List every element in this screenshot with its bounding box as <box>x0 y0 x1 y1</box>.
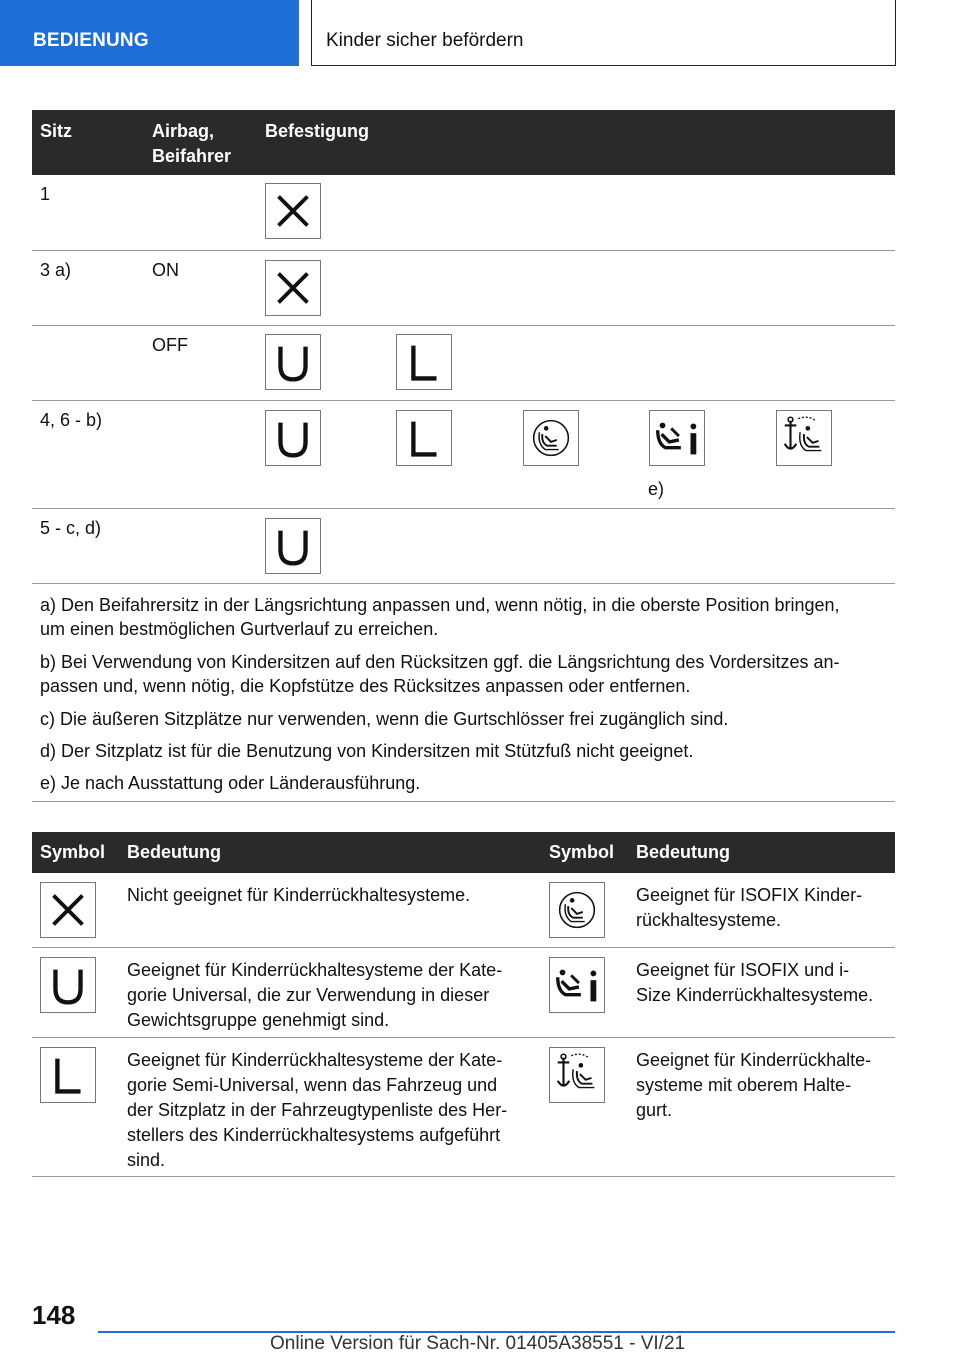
header-airbag: Airbag, Beifahrer <box>152 121 232 166</box>
seat-cell: 4, 6 - b) <box>40 410 103 430</box>
table-header <box>32 110 895 175</box>
table-footnotes <box>32 584 895 802</box>
meaning-text: Geeignet für Kinderrückhalte- systeme mit oberem Halte- gurt. <box>636 1050 872 1120</box>
u-letter-icon <box>265 334 321 390</box>
l-letter-icon <box>396 334 452 390</box>
meaning-text: Geeignet für Kinderrückhaltesysteme der Kate- gorie Semi-Universal, wenn das Fahrzeug und der Sitzplatz in der Fahrzeugtypenliste des Her- stellers des Kinderrückhaltesystems aufgeführt sind. <box>127 1050 508 1170</box>
table-row <box>32 326 895 401</box>
seat-cell: 1 <box>40 184 51 204</box>
footnote-line: b) Bei Verwendung von Kindersitzen auf den Rücksitzen ggf. die Längsrichtung des Vordersitzes an- <box>40 652 840 672</box>
cross-icon <box>40 882 96 938</box>
l-letter-icon <box>396 410 452 466</box>
table-row <box>32 948 895 1038</box>
u-letter-icon <box>265 410 321 466</box>
table-header <box>32 832 895 873</box>
footnote-line: d) Der Sitzplatz ist für die Benutzung von Kindersitzen mit Stützfuß nicht geeignet. <box>40 741 694 761</box>
footnote-line: a) Den Beifahrersitz in der Längsrichtung anpassen und, wenn nötig, in die oberste Position bringen, <box>40 595 840 615</box>
footnote-line: c) Die äußeren Sitzplätze nur verwenden, wenn die Gurtschlösser frei zugänglich sind. <box>40 709 729 729</box>
meaning-text: Geeignet für ISOFIX und i- Size Kinderrückhaltesysteme. <box>636 960 874 1005</box>
footnote-ref: e) <box>648 479 665 499</box>
header-meaning: Bedeutung <box>636 842 730 862</box>
symbol-legend-table <box>32 832 895 1177</box>
isofix-i-size-icon <box>549 957 605 1013</box>
meaning-text: Geeignet für Kinderrückhaltesysteme der Kate- gorie Universal, die zur Verwendung in dieser Gewichtsgruppe genehmigt sind. <box>127 960 503 1030</box>
footer-text: Online Version für Sach-Nr. 01405A38551 - VI/21 <box>270 1333 686 1354</box>
header-symbol: Symbol <box>549 842 615 862</box>
page-header-title: Kinder sicher befördern <box>311 0 896 66</box>
header-mount: Befestigung <box>265 121 370 141</box>
meaning-text: Geeignet für ISOFIX Kinder- rückhaltesysteme. <box>636 885 863 930</box>
section-tab: BEDIENUNG <box>0 0 299 66</box>
cross-icon <box>265 183 321 239</box>
table-row <box>32 251 895 326</box>
top-tether-anchor-icon <box>776 410 832 466</box>
header-seat: Sitz <box>40 121 73 141</box>
isofix-seat-icon <box>549 882 605 938</box>
table-row <box>32 401 895 509</box>
airbag-cell: ON <box>152 260 179 280</box>
u-letter-icon <box>265 518 321 574</box>
header-meaning: Bedeutung <box>127 842 221 862</box>
isofix-seat-icon <box>523 410 579 466</box>
meaning-text: Nicht geeignet für Kinderrückhaltesysteme. <box>127 885 471 905</box>
seat-suitability-table <box>32 110 895 584</box>
page-number: 148 <box>32 1300 76 1330</box>
isofix-i-size-icon <box>649 410 705 466</box>
cross-icon <box>265 260 321 316</box>
l-letter-icon <box>40 1047 96 1103</box>
footnote-line: e) Je nach Ausstattung oder Länderausführung. <box>40 773 421 793</box>
header-symbol: Symbol <box>40 842 106 862</box>
seat-cell: 3 a) <box>40 260 72 280</box>
table-row <box>32 1038 895 1177</box>
u-letter-icon <box>40 957 96 1013</box>
airbag-cell: OFF <box>152 335 188 355</box>
table-row <box>32 175 895 251</box>
table-row <box>32 509 895 584</box>
footnote-line: passen und, wenn nötig, die Kopfstütze des Rücksitzes anpassen oder entfernen. <box>40 676 691 696</box>
top-tether-anchor-icon <box>549 1047 605 1103</box>
seat-cell: 5 - c, d) <box>40 518 102 538</box>
table-row <box>32 873 895 948</box>
footnote-line: um einen bestmöglichen Gurtverlauf zu erreichen. <box>40 619 439 639</box>
